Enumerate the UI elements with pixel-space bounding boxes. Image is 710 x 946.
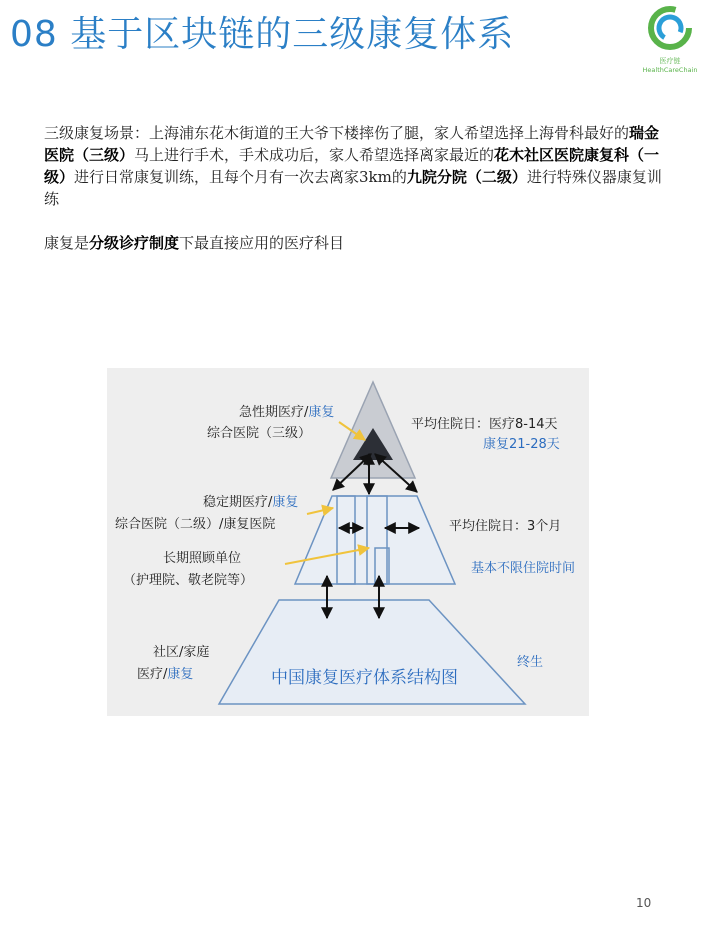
rehab-pyramid-figure [107,368,589,716]
stable-hospital: 综合医院（二级）/康复医院 [115,517,276,532]
summary-paragraph [44,232,664,254]
stable-line1: 稳定期医疗/ [203,495,273,510]
bold-segment: 花木社区医院康复科（一级） [44,146,660,186]
text-segment: 三级康复场景：上海浦东花木街道的王大爷下楼摔伤了腿，家人希望选择上海骨科最好的 [44,124,630,142]
scenario-paragraph [44,122,664,210]
page-number: 10 [636,896,652,910]
bold-segment: 瑞金医院（三级） [44,124,660,164]
longterm-examples: （护理院、敬老院等） [123,573,254,588]
logo-name-en: HealthCareChain [642,66,698,74]
bold-segment: 九院分院（二级） [406,168,527,186]
acute-rehab: 康复 [308,405,335,420]
text-segment: 进行特殊仪器康复训练 [44,168,662,208]
stay-unlimited: 基本不限住院时间 [471,561,576,576]
community-rehab: 康复 [167,667,194,682]
community-tier [219,600,525,704]
text-segment: 进行日常康复训练，且每个月有一次去离家3km的 [74,168,407,186]
text-segment: 马上进行手术，手术成功后，家人希望选择离家最近的 [134,146,495,164]
text-segment: 下最直接应用的医疗科目 [179,234,345,252]
logo-name-cn: 医疗链 [659,57,681,65]
lifelong-label: 终生 [517,655,544,670]
community-line2: 医疗/ [137,667,168,682]
text-segment: 康复是 [44,234,90,252]
community-care [137,666,193,683]
stay-mid: 平均住院日：3个月 [449,519,562,534]
stay-top: 平均住院日：医疗8-14天 [411,417,558,432]
logo-ring-icon [640,4,700,56]
acute-label [239,404,334,421]
page-title: 08 基于区块链的三级康复体系 [10,14,515,55]
healthcarechain-logo [640,4,700,78]
stay-top-rehab: 康复21-28天 [483,437,560,452]
figure-caption: 中国康复医疗体系结构图 [271,668,458,688]
bold-segment: 分级诊疗制度 [89,234,180,252]
acute-line1: 急性期医疗/ [239,405,309,420]
stable-rehab: 康复 [272,495,299,510]
community-label: 社区/家庭 [153,645,210,660]
acute-hospital: 综合医院（三级） [207,426,312,441]
longterm-label: 长期照顾单位 [163,551,242,566]
stable-label [203,494,298,511]
